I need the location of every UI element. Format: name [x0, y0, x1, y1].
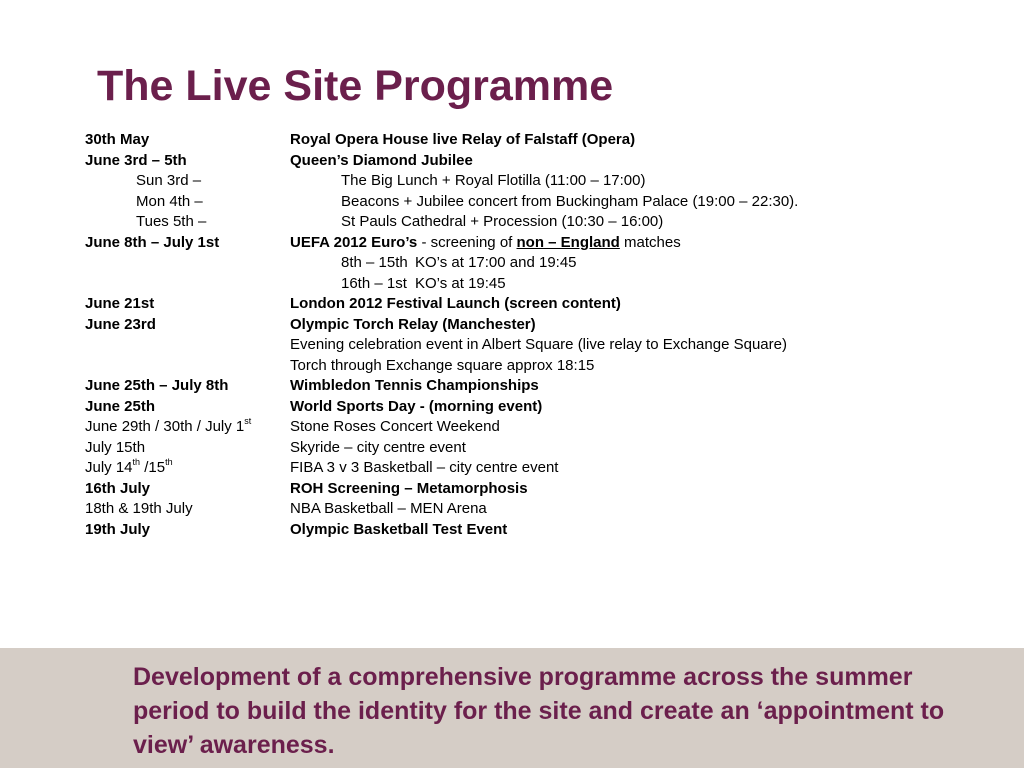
- ko-range: 16th – 1st: [341, 274, 407, 292]
- row-detail: Torch through Exchange square approx 18:15: [290, 356, 595, 374]
- subrow-event: The Big Lunch + Royal Flotilla (11:00 – 17:00): [341, 172, 646, 189]
- row-event: ROH Screening – Metamorphosis: [290, 479, 528, 497]
- subrow-date: Sun 3rd –: [136, 172, 202, 189]
- page-title: The Live Site Programme: [97, 62, 614, 110]
- euro-title: UEFA 2012 Euro’s: [290, 233, 418, 251]
- row-event: FIBA 3 v 3 Basketball – city centre event: [290, 459, 559, 476]
- row-event: Queen’s Diamond Jubilee: [290, 151, 473, 169]
- row-date: [85, 417, 251, 438]
- row-event: Wimbledon Tennis Championships: [290, 377, 539, 394]
- row-date: 18th & 19th July: [85, 500, 193, 517]
- row-event: Skyride – city centre event: [290, 438, 466, 456]
- row-date: 30th May: [85, 131, 150, 148]
- euro-end-text: matches: [619, 233, 681, 251]
- row-date: June 3rd – 5th: [85, 151, 187, 169]
- subrow-event: Beacons + Jubilee concert from Buckingham Palace (19:00 – 22:30).: [341, 192, 799, 210]
- date-b-suffix: th: [165, 457, 173, 467]
- subrow-date: Mon 4th –: [136, 192, 203, 210]
- row-event: Royal Opera House live Relay of Falstaff (Opera): [290, 131, 636, 148]
- date-b: /15: [140, 459, 166, 476]
- footer-banner: [0, 648, 1024, 768]
- row-date: June 8th – July 1st: [85, 233, 220, 251]
- date-suffix: st: [244, 416, 252, 426]
- row-date: 16th July: [85, 479, 151, 497]
- row-date: July 15th: [85, 438, 146, 456]
- row-date: June 23rd: [85, 315, 156, 333]
- row-event: Olympic Torch Relay (Manchester): [290, 315, 536, 333]
- subrow-event: St Pauls Cathedral + Procession (10:30 – 16:00): [341, 213, 664, 230]
- row-event: [290, 233, 681, 254]
- row-event: London 2012 Festival Launch (screen content): [290, 295, 621, 312]
- ko-times: KO’s at 17:00 and 19:45: [415, 254, 577, 271]
- row-date: 19th July: [85, 520, 151, 538]
- row-date: [85, 458, 173, 479]
- row-detail: Evening celebration event in Albert Square (live relay to Exchange Square): [290, 336, 787, 353]
- date-a: July 14: [85, 459, 133, 476]
- subrow-date: Tues 5th –: [136, 213, 207, 230]
- row-event: World Sports Day - (morning event): [290, 397, 543, 415]
- row-date: June 25th: [85, 397, 156, 415]
- row-date: June 21st: [85, 295, 155, 312]
- euro-mid-text: - screening of: [417, 233, 517, 251]
- row-event: Stone Roses Concert Weekend: [290, 418, 500, 435]
- row-event: NBA Basketball – MEN Arena: [290, 500, 487, 517]
- ko-range: 8th – 15th: [341, 254, 408, 271]
- ko-times: KO’s at 19:45: [415, 274, 506, 292]
- date-a-suffix: th: [132, 457, 141, 467]
- row-event: Olympic Basketball Test Event: [290, 520, 508, 538]
- euro-non-england: non – England: [516, 233, 620, 251]
- footer-text: Development of a comprehensive programme across the summer period to build the identity for the site and create an ‘appointment to view’ awareness.: [133, 663, 945, 759]
- row-date: June 25th – July 8th: [85, 377, 229, 394]
- date-main: June 29th / 30th / July 1: [85, 418, 245, 435]
